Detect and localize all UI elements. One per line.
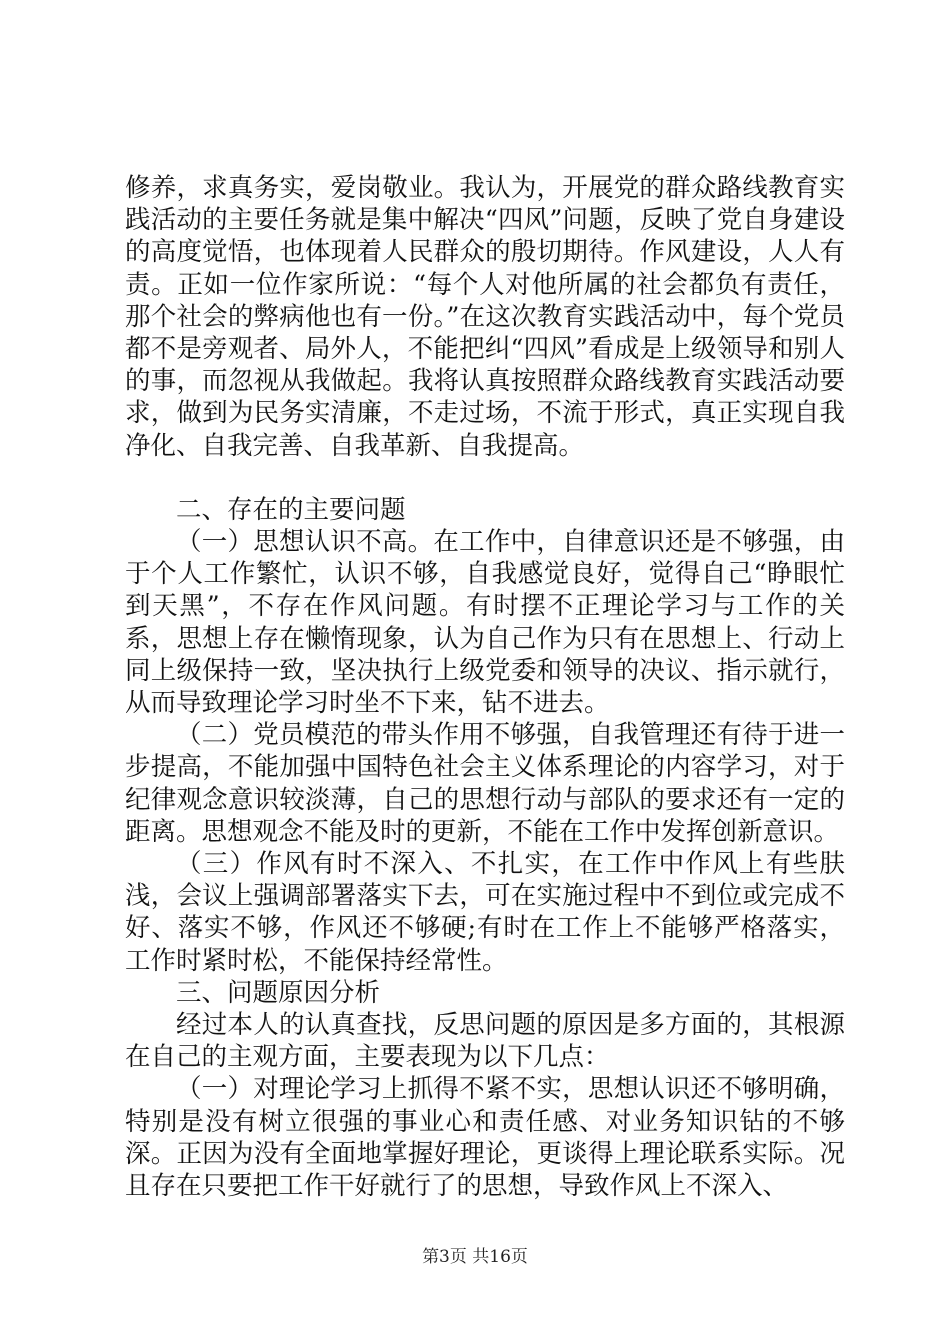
section-heading-problems: 二、存在的主要问题 — [176, 494, 406, 525]
page-footer: 第3页 共16页 — [422, 1247, 528, 1267]
paragraph-intro: 修养，求真务实，爱岗敬业。我认为，开展党的群众路线教育实践活动的主要任务就是集中解决“四风”问题，反映了党自身建设的高度觉悟，也体现着人民群众的殷切期待。作风建设，人人有责。正如一位作家所说：“每个人对他所属的社会都负有责任，那个社会的弊病他也有一份。”在这次教育实践活动中，每个党员都不是旁观者、局外人，不能把纠“四风”看成是上级领导和别人的事，而忽视从我做起。我将认真按照群众路线教育实践活动要求，做到为民务实清廉，不走过场，不流于形式，真正实现自我净化、自我完善、自我革新、自我提高。 — [125, 173, 845, 461]
paragraph-gap — [125, 462, 845, 494]
paragraph-problem-2: （二）党员模范的带头作用不够强，自我管理还有待于进一步提高，不能加强中国特色社会主义体系理论的内容学习，对于纪律观念意识较淡薄，自己的思想行动与部队的要求还有一定的距离。思想观念不能及时的更新，不能在工作中发挥创新意识。 — [125, 720, 845, 847]
paragraph-problem-1: （一）思想认识不高。在工作中，自律意识还是不够强，由于个人工作繁忙，认识不够，自我感觉良好，觉得自己“睁眼忙到天黑”，不存在作风问题。有时摆不正理论学习与工作的关系，思想上存在懒惰现象，认为自己作为只有在思想上、行动上同上级保持一致，坚决执行上级党委和领导的决议、指示就行，从而导致理论学习时坐不下来，钻不进去。 — [125, 527, 845, 719]
section-heading-causes: 三、问题原因分析 — [176, 977, 381, 1008]
document-body — [125, 172, 845, 1202]
paragraph-problem-3: （三）作风有时不深入、不扎实，在工作中作风上有些肤浅，会议上强调部署落实下去，可在实施过程中不到位或完成不好、落实不够，作风还不够硬;有时在工作上不能够严格落实，工作时紧时松，不能保持经常性。 — [125, 849, 845, 976]
paragraph-cause-1: （一）对理论学习上抓得不紧不实，思想认识还不够明确，特别是没有树立很强的事业心和责任感、对业务知识钻的不够深。正因为没有全面地掌握好理论，更谈得上理论联系实际。况且存在只要把工作干好就行了的思想，导致作风上不深入、 — [125, 1074, 845, 1202]
paragraph-causes-intro: 经过本人的认真查找，反思问题的原因是多方面的，其根源在自己的主观方面，主要表现为以下几点： — [125, 1010, 845, 1073]
